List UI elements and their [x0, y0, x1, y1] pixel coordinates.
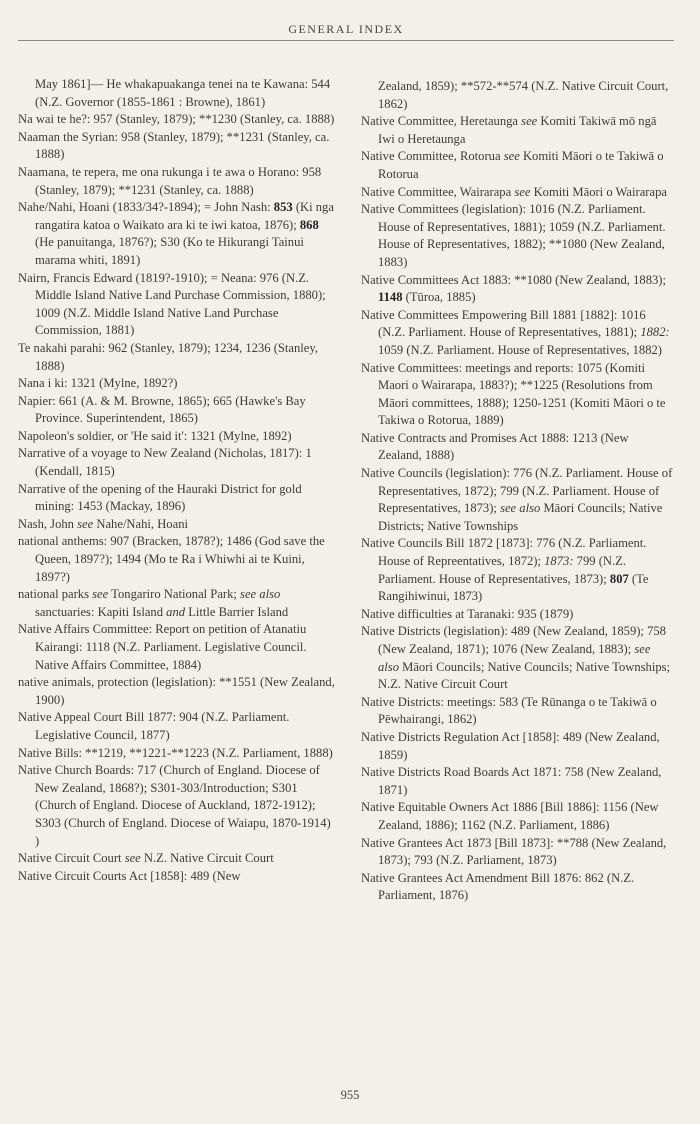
bold-page-ref: 853 — [273, 200, 293, 215]
index-entry — [361, 307, 674, 360]
entry-text: Native Districts (legislation): 489 (New Zealand, 1859); 758 (New Zealand, 1871); 1076 (New Zealand, 1883); — [361, 624, 666, 656]
entry-text: Napoleon's soldier, or 'He said it': 1321 (Mylne, 1892) — [18, 428, 292, 443]
entry-text: Tongariro National Park; — [108, 587, 241, 602]
index-entry — [361, 360, 674, 430]
entry-text: (Te Rangihiwinui, 1873) — [378, 571, 649, 604]
index-entry — [18, 164, 336, 199]
index-entry — [361, 870, 674, 905]
entry-text: (He panuitanga, 1876?); S30 (Ko te Hikurangi Tainui marama whiti, 1891) — [35, 235, 304, 267]
index-entry — [18, 709, 336, 744]
entry-text: May 1861]— He whakapuakanga tenei na te Kawana: 544 (N.Z. Governor (1855-1861 : Browne), 1861) — [35, 77, 331, 109]
index-entry — [18, 621, 336, 674]
page-number: 955 — [340, 1088, 360, 1102]
italic-text: see — [124, 851, 141, 866]
entry-text: Native Districts: meetings: 583 (Te Rūnanga o te Takiwā o Pēwhairangi, 1862) — [361, 694, 657, 727]
entry-text: Nahe/Nahi, Hoani (1833/34?-1894); = John Nash: — [18, 200, 274, 215]
entry-text: Native Districts Regulation Act [1858]: 489 (New Zealand, 1859) — [361, 729, 660, 762]
entry-text: national anthems: 907 (Bracken, 1878?); 1486 (God save the Queen, 1897?); 1494 (Mo te Ra i Whiwhi ai te Kuini, 1897?) — [18, 534, 325, 584]
index-entry — [18, 445, 336, 480]
entry-text: national parks — [18, 587, 93, 602]
entry-text: Māori Councils; Native Councils; Native Townships; N.Z. Native Circuit Court — [378, 659, 671, 692]
entry-text: Komiti Māori o Wairarapa — [530, 184, 667, 199]
italic-text: see — [514, 184, 531, 199]
entry-text: Nana i ki: 1321 (Mylne, 1892?) — [18, 376, 178, 391]
index-entry — [18, 270, 336, 340]
entry-text: 1059 (N.Z. Parliament. House of Representatives, 1882) — [378, 342, 662, 357]
entry-text: Native Committees Act 1883: **1080 (New Zealand, 1883); — [361, 272, 666, 287]
entry-text: (Tūroa, 1885) — [402, 290, 476, 305]
italic-text: 1882: — [640, 325, 670, 340]
entry-text: Native Appeal Court Bill 1877: 904 (N.Z. Parliament. Legislative Council, 1877) — [18, 710, 290, 742]
index-entry — [361, 272, 674, 307]
header-rule — [18, 40, 674, 41]
italic-text: see — [92, 587, 109, 602]
entry-text: Nash, John — [18, 516, 78, 531]
italic-text: see — [521, 114, 538, 129]
entry-text: Native Equitable Owners Act 1886 [Bill 1886]: 1156 (New Zealand, 1886); 1162 (N.Z. Parliament, 1886) — [361, 800, 659, 832]
entry-text: Native Councils (legislation): 776 (N.Z. Parliament. House of Representatives, 1872); 799 (N.Z. Parliament. House of Representatives, 1873); — [361, 466, 673, 516]
entry-text: Native Circuit Courts Act [1858]: 489 (New — [18, 868, 241, 883]
entry-text: Māori Councils; Native Districts; Native Townships — [378, 501, 663, 533]
index-entry — [361, 694, 674, 729]
index-entry — [18, 868, 336, 886]
index-entry — [361, 535, 674, 605]
running-header: GENERAL INDEX — [288, 22, 404, 36]
entry-text: Native Circuit Court — [18, 851, 125, 866]
index-entry — [18, 850, 336, 868]
italic-text: see also — [378, 642, 651, 674]
index-entry — [18, 340, 336, 375]
entry-text: Naaman the Syrian: 958 (Stanley, 1879); **1231 (Stanley, ca. 1888) — [18, 129, 330, 162]
index-entry — [361, 184, 674, 202]
index-entry — [361, 465, 674, 535]
index-entry — [361, 201, 674, 271]
entry-text: Nairn, Francis Edward (1819?-1910); = Neana: 976 (N.Z. Middle Island Native Land Purchase Commission, 1880); 1009 (N.Z. Middle Island Native Land Purchase Commission, 1881) — [18, 270, 326, 338]
entry-text: sanctuaries: Kapiti Island — [35, 604, 167, 619]
entry-text: Napier: 661 (A. & M. Browne, 1865); 665 (Hawke's Bay Province. Superintendent, 1865) — [18, 393, 306, 426]
entry-text: Native Bills: **1219, **1221-**1223 (N.Z. Parliament, 1888) — [18, 745, 333, 760]
index-entry — [18, 111, 336, 129]
entry-text: Native Committees: meetings and reports: 1075 (Komiti Maori o Wairarapa, 1883?); **1225 (Resolutions from Māori committees, 1888); 1250-1251 (Komiti Māori o te Takiwa o Rotorua, 1889) — [361, 360, 666, 428]
entry-text: (Ki nga rangatira katoa o Waikato ara ki te iwi katoa, 1876); — [35, 200, 334, 232]
index-entry — [361, 78, 674, 113]
entry-text: Native Councils Bill 1872 [1873]: 776 (N.Z. Parliament. House of Repreentatives, 1872); — [361, 536, 647, 569]
entry-text: Native Committees (legislation): 1016 (N.Z. Parliament. House of Representatives, 1881); 1059 (N.Z. Parliament. House of Representatives, 1882); **1080 (New Zealand, 1883) — [361, 202, 666, 269]
entry-text: Native Districts Road Boards Act 1871: 758 (New Zealand, 1871) — [361, 765, 662, 797]
entry-text: Little Barrier Island — [185, 604, 289, 619]
left-index-column — [18, 76, 336, 885]
index-entry — [361, 623, 674, 693]
index-entry — [18, 481, 336, 516]
entry-text: Native Committee, Heretaunga — [361, 114, 522, 129]
index-entry — [18, 762, 336, 850]
entry-text: Komiti Māori o te Takiwā o Rotorua — [378, 149, 664, 181]
entry-text: Narrative of a voyage to New Zealand (Nicholas, 1817): 1 (Kendall, 1815) — [18, 446, 312, 479]
entry-text: Native difficulties at Taranaki: 935 (1879) — [361, 606, 574, 621]
index-entry — [18, 745, 336, 763]
entry-text: Narrative of the opening of the Hauraki District for gold mining: 1453 (Mackay, 1896) — [18, 481, 302, 514]
entry-text: Naamana, te repera, me ona rukunga i te awa o Horano: 958 (Stanley, 1879); **1231 (Stanley, ca. 1888) — [18, 164, 322, 197]
entry-text: Native Grantees Act Amendment Bill 1876: 862 (N.Z. Parliament, 1876) — [361, 870, 635, 903]
entry-text: Native Committees Empowering Bill 1881 [1882]: 1016 (N.Z. Parliament. House of Representatives, 1881); — [361, 307, 646, 340]
italic-text: see also — [240, 587, 281, 602]
italic-text: see — [503, 149, 520, 164]
index-entry — [18, 375, 336, 393]
entry-text: Native Church Boards: 717 (Church of England. Diocese of New Zealand, 1868?); S301-303/Introduction; S301 (Church of England. Diocese of Auckland, 1872-1912); S303 (Church of England. Diocese of Waiapu, 1870-1914) ) — [18, 763, 331, 848]
italic-text: see also — [500, 501, 541, 516]
index-entry — [361, 148, 674, 183]
index-entry — [361, 835, 674, 870]
italic-text: see — [77, 516, 94, 531]
entry-text: Native Grantees Act 1873 [Bill 1873]: **788 (New Zealand, 1873); 793 (N.Z. Parliament, 1873) — [361, 835, 667, 868]
italic-text: and — [166, 604, 186, 619]
entry-text: Zealand, 1859); **572-**574 (N.Z. Native Circuit Court, 1862) — [378, 79, 669, 111]
index-entry — [18, 533, 336, 586]
italic-text: 1873: — [544, 554, 574, 569]
entry-text: Native Contracts and Promises Act 1888: 1213 (New Zealand, 1888) — [361, 430, 629, 463]
index-entry — [361, 113, 674, 148]
bold-page-ref: 868 — [299, 217, 319, 232]
index-entry — [18, 428, 336, 446]
index-entry — [18, 129, 336, 164]
index-entry — [18, 76, 336, 111]
bold-page-ref: 1148 — [378, 290, 403, 305]
entry-text: N.Z. Native Circuit Court — [140, 851, 274, 866]
index-entry — [361, 729, 674, 764]
index-entry — [18, 674, 336, 709]
entry-text: Te nakahi parahi: 962 (Stanley, 1879); 1234, 1236 (Stanley, 1888) — [18, 340, 319, 373]
entry-text: Native Committee, Rotorua — [361, 149, 504, 164]
index-entry — [361, 764, 674, 799]
index-entry — [361, 799, 674, 834]
entry-text: 799 (N.Z. Parliament. House of Representatives, 1873); — [378, 554, 626, 586]
index-entry — [361, 606, 674, 624]
right-index-column — [361, 78, 674, 905]
entry-text: Komiti Takiwā mō ngā Iwi o Heretaunga — [378, 114, 657, 146]
entry-text: Native Committee, Wairarapa — [361, 184, 515, 199]
bold-page-ref: 807 — [609, 571, 629, 586]
entry-text: Native Affairs Committee: Report on petition of Atanatiu Kairangi: 1118 (N.Z. Parliament. Legislative Council. Native Affairs Committee, 1884) — [18, 622, 307, 672]
entry-text: native animals, protection (legislation): **1551 (New Zealand, 1900) — [18, 675, 335, 707]
index-entry — [18, 393, 336, 428]
index-entry — [18, 516, 336, 534]
index-entry — [18, 586, 336, 621]
index-entry — [18, 199, 336, 269]
entry-text: Nahe/Nahi, Hoani — [93, 516, 188, 531]
entry-text: Na wai te he?: 957 (Stanley, 1879); **1230 (Stanley, ca. 1888) — [18, 112, 335, 127]
index-entry — [361, 430, 674, 465]
